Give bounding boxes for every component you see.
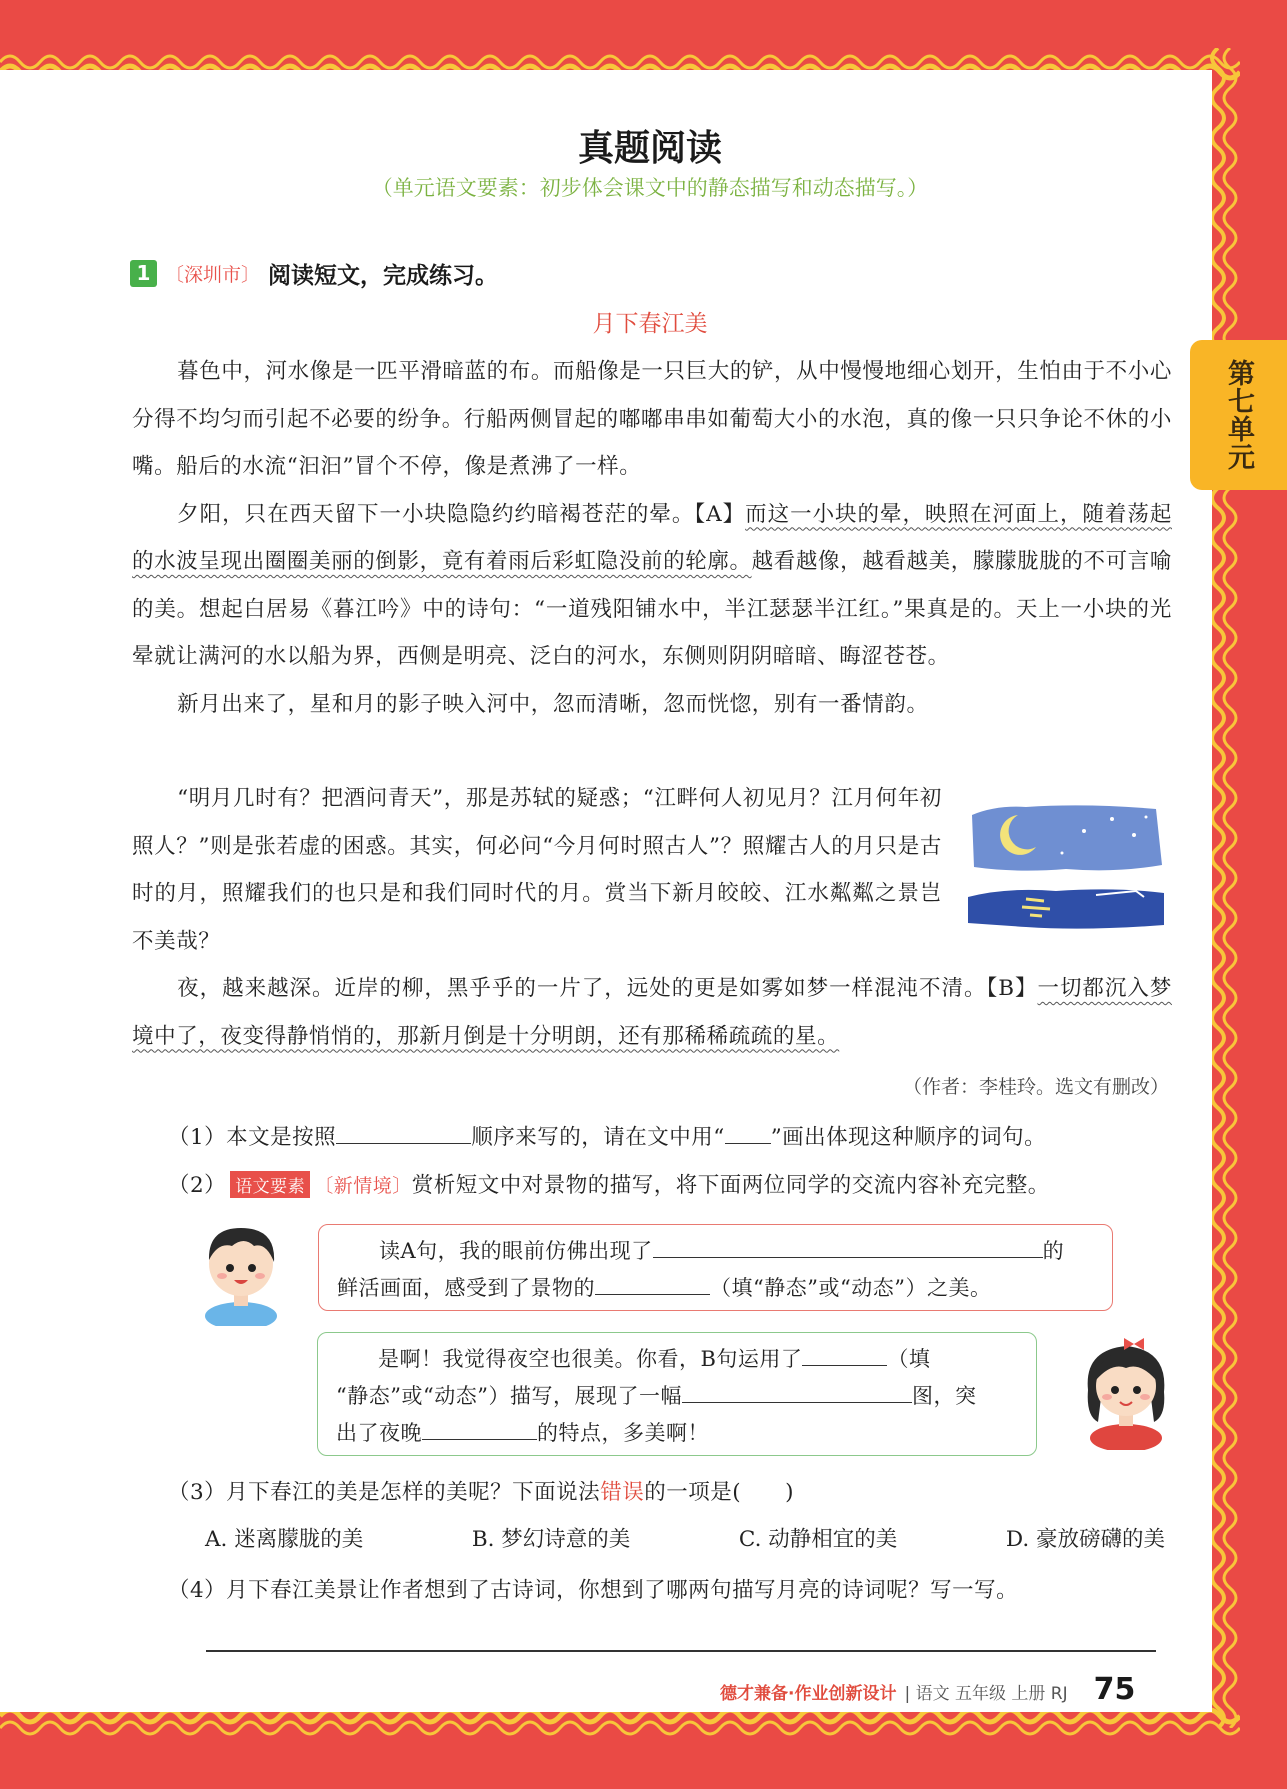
q2-element-tag: 语文要素 [230, 1171, 310, 1198]
question-header [130, 257, 498, 290]
q3-option-b[interactable]: B. 梦幻诗意的美 [471, 1527, 631, 1552]
question-4: （4）月下春江美景让作者想到了古诗词，你想到了哪两句描写月亮的诗词呢？写一写。 [168, 1578, 1019, 1603]
footer-divider [206, 1650, 1156, 1652]
sentence-b-underlined: 一切都沉入梦境中了，夜变得静悄悄的，那新月倒是十分明朗，还有那稀稀疏疏的星。 [132, 976, 1172, 1049]
page-title: 真题阅读 [577, 128, 722, 169]
bubble1-line1 [337, 1233, 1094, 1270]
article-paragraph-1: 暮色中，河水像是一匹平滑暗蓝的布。而船像是一只巨大的铲，从中慢慢地细心划开，生怕由于不小心分得不均匀而引起不必要的纷争。行船两侧冒起的嘟嘟串串如葡萄大小的水泡，真的像一只只争论不休的小嘴。船后的水流“汩汩”冒个不停，像是煮沸了一样。 [132, 359, 1172, 479]
bubble1-blank-type[interactable] [595, 1275, 710, 1295]
q2-text: 赏析短文中对景物的描写，将下面两位同学的交流内容补充完整。 [411, 1173, 1050, 1198]
article-paragraph-5 [132, 965, 1172, 1060]
bubble2-blank-feature[interactable] [422, 1420, 537, 1440]
article-paragraph-4: “明月几时有？把酒问青天”，那是苏轼的疑惑；“江畔何人初见月？江月何年初照人？”则是张若虚的困惑。其实，何必问“今月何时照古人”？照耀古人的月只是古时的月，照耀我们的也只是和我们同时代的月。赏当下新月皎皎、江水粼粼之景岂不美哉？ [132, 786, 942, 954]
q3-text-emphasis: 错误 [600, 1480, 645, 1505]
q2-scene-tag: 〔新情境〕 [314, 1175, 412, 1197]
question-number-badge: 1 [130, 260, 157, 287]
bubble2-blank-picture[interactable] [682, 1383, 912, 1403]
unit-side-tab [1190, 340, 1287, 490]
q3-options [205, 1522, 1165, 1553]
bubble1-blank-scene[interactable] [653, 1238, 1043, 1258]
footer-brand: 德才兼备·作业创新设计 [720, 1684, 897, 1704]
bubble2-line3 [336, 1415, 1018, 1452]
moon-river-illustration [966, 795, 1166, 935]
q1-blank-order[interactable] [336, 1124, 471, 1144]
article-title: 月下春江美 [592, 311, 708, 337]
bubble2-line2 [336, 1378, 1018, 1415]
bubble2-text-d: 图，突 [911, 1384, 977, 1408]
q1-text-c: ”画出体现这种顺序的词句。 [770, 1125, 1047, 1150]
question-city-tag: 〔深圳市〕 [165, 264, 261, 286]
article-paragraph-2 [132, 491, 1172, 681]
q3-option-c[interactable]: C. 动静相宜的美 [738, 1527, 898, 1552]
girl-avatar [1078, 1330, 1174, 1450]
paragraph-2-rest: 越看越像，越看越美，朦朦胧胧的不可言喻的美。想起白居易《暮江吟》中的诗句：“一道残阳铺水中，半江瑟瑟半江红。”果真是的。天上一小块的光晕就让满河的水以船为界，西侧是明亮、泛白的河水，东侧则阴阴暗暗、晦涩苍苍。 [132, 549, 1172, 669]
q1-underline-sample [725, 1124, 771, 1144]
page-number: 75 [1093, 1672, 1136, 1707]
q1-text-a: （1）本文是按照 [168, 1125, 337, 1150]
paragraph-2-lead: 夕阳，只在西天留下一小块隐隐约约暗褐苍茫的晕。【A】 [177, 501, 746, 527]
bubble1-text-b: 的 [1042, 1239, 1065, 1263]
boy-speech-bubble [318, 1224, 1113, 1311]
footer-book-info: | 语文 五年级 上册 RJ [904, 1684, 1068, 1704]
bubble2-text-f: 的特点，多美啊！ [537, 1421, 709, 1445]
bubble2-text-e: 出了夜晚 [336, 1421, 422, 1445]
bubble1-line2 [337, 1270, 1094, 1307]
page-footer [720, 1672, 1135, 1707]
sentence-a-underlined: 而这一小块的晕，映照在河面上，随着荡起的水波呈现出圈圈美丽的倒影，竟有着雨后彩虹隐没前的轮廓。 [132, 501, 1172, 574]
bubble1-text-a: 读A句，我的眼前仿佛出现了 [379, 1239, 653, 1263]
bubble2-blank-type[interactable] [802, 1346, 887, 1366]
bubble1-text-c: 鲜活画面，感受到了景物的 [337, 1276, 595, 1300]
article-body-2 [132, 775, 942, 965]
girl-speech-bubble [317, 1332, 1037, 1456]
bubble2-text-a: 是啊！我觉得夜空也很美。你看，B句运用了 [378, 1347, 803, 1371]
question-2 [168, 1168, 1050, 1199]
page-subtitle: （单元语文要素：初步体会课文中的静态描写和动态描写。） [371, 176, 929, 200]
unit-tab-label: 第七单元 [1223, 359, 1254, 471]
article-body-3 [132, 965, 1172, 1060]
q3-text-a: （3）月下春江的美是怎样的美呢？下面说法 [168, 1480, 601, 1505]
question-3 [168, 1475, 794, 1506]
q3-option-d[interactable]: D. 豪放磅礴的美 [1005, 1527, 1165, 1552]
q2-number: （2） [168, 1173, 227, 1198]
bubble2-line1 [336, 1341, 1018, 1378]
article-body-1 [132, 348, 1172, 728]
bubble2-text-b: （填 [887, 1347, 931, 1371]
question-instruction: 阅读短文，完成练习。 [268, 263, 499, 289]
bubble2-text-c: “静态”或“动态”）描写，展现了一幅 [336, 1384, 682, 1408]
q3-text-b: 的一项是( ) [644, 1480, 794, 1505]
q3-option-a[interactable]: A. 迷离朦胧的美 [205, 1527, 364, 1552]
boy-avatar [196, 1216, 286, 1326]
question-1 [168, 1120, 1046, 1151]
article-source: （作者：李桂玲。选文有删改） [902, 1076, 1169, 1098]
paragraph-5-lead: 夜，越来越深。近岸的柳，黑乎乎的一片了，远处的更是如雾如梦一样混沌不清。【B】 [177, 976, 1038, 1001]
article-paragraph-3: 新月出来了，星和月的影子映入河中，忽而清晰，忽而恍惚，别有一番情韵。 [177, 691, 929, 717]
bubble1-text-d: （填“静态”或“动态”）之美。 [710, 1276, 992, 1300]
q1-text-b: 顺序来写的，请在文中用“ [471, 1125, 725, 1150]
